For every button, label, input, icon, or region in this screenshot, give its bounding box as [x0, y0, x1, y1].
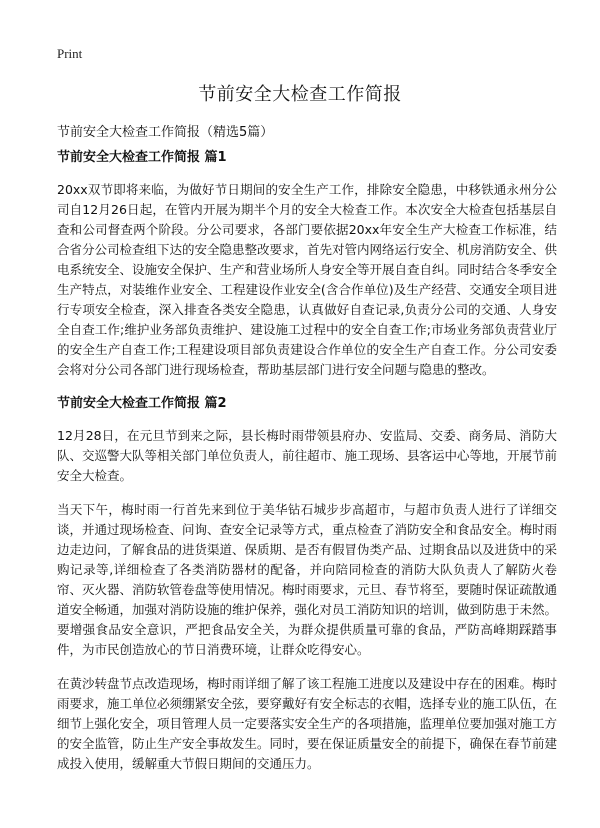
section-paragraph: 当天下午，梅时雨一行首先来到位于美华钻石城步步高超市，与超市负责人进行了详细交谈，并通过现场检查、问询、查安全记录等方式，重点检查了消防安全和食品安全。梅时雨边走边问，了解食品的进货渠道、保质期、是否有假冒伪类产品、过期食品以及进货中的采购记录等,详细检查了各类消防器材的配备，并向陪同检查的消防大队负责人了解防火卷帘、灭火器、消防软管卷盘等使用情况。梅时雨要求，元旦、春节将至，要随时保证疏散通道安全畅通，加强对消防设施的维护保养，强化对员工消防知识的培训，做到防患于未然。要增强食品安全意识，严把食品安全关，为群众提供质量可靠的食品，严防高峰期踩踏事件，为市民创造放心的节日消费环境，让群众吃得安心。: [57, 502, 558, 657]
section-1: [57, 148, 557, 380]
page-title: 节前安全大检查工作简报: [198, 84, 402, 105]
document-content: [57, 148, 557, 788]
print-link[interactable]: Print: [57, 46, 83, 61]
section-2: [57, 394, 557, 774]
section-heading: 节前安全大检查工作简报 篇1: [57, 150, 227, 165]
document-subtitle: 节前安全大检查工作简报（精选5篇）: [57, 125, 274, 140]
section-heading: 节前安全大检查工作简报 篇2: [57, 396, 227, 411]
section-paragraph: 20xx双节即将来临，为做好节日期间的安全生产工作，排除安全隐患，中移铁通永州分公司自12月26日起，在管内开展为期半个月的安全大检查工作。本次安全大检查包括基层自查和公司督查两个阶段。分公司要求，各部门要依据20xx年安全生产大检查工作标准，结合省分公司检查组下达的安全隐患整改要求，首先对管内网络运行安全、机房消防安全、供电系统安全、设施安全保护、生产和营业场所人身安全等开展自查自纠。同时结合冬季安全生产特点，对装维作业安全、工程建设作业安全(含合作单位)及生产经营、交通安全项目进行专项安全检查，深入排查各类安全隐患，认真做好自查记录,负责分公司的交通、人身安全自查工作;维护业务部负责维护、建设施工过程中的安全自查工作;市场业务部负责营业厅的安全生产自查工作;工程建设项目部负责建设合作单位的安全生产自查工作。分公司安委会将对分公司各部门进行现场检查，帮助基层部门进行安全问题与隐患的整改。: [57, 182, 558, 377]
section-paragraph: 在黄沙转盘节点改造现场，梅时雨详细了解了该工程施工进度以及建设中存在的困难。梅时雨要求，施工单位必须绷紧安全弦，要穿戴好有安全标志的衣帽，选择专业的施工队伍，在细节上强化安全，项目管理人员一定要落实安全生产的各项措施，监理单位要加强对施工方的安全监管，防止生产安全事故发生。同时，要在保证质量安全的前提下，确保在春节前建成投入使用，缓解重大节假日期间的交通压力。: [57, 676, 558, 771]
section-paragraph: 12月28日，在元旦节到来之际，县长梅时雨带领县府办、安监局、交委、商务局、消防大队、交巡警大队等相关部门单位负责人，前往超市、施工现场、县客运中心等地，开展节前安全大检查。: [57, 428, 558, 483]
